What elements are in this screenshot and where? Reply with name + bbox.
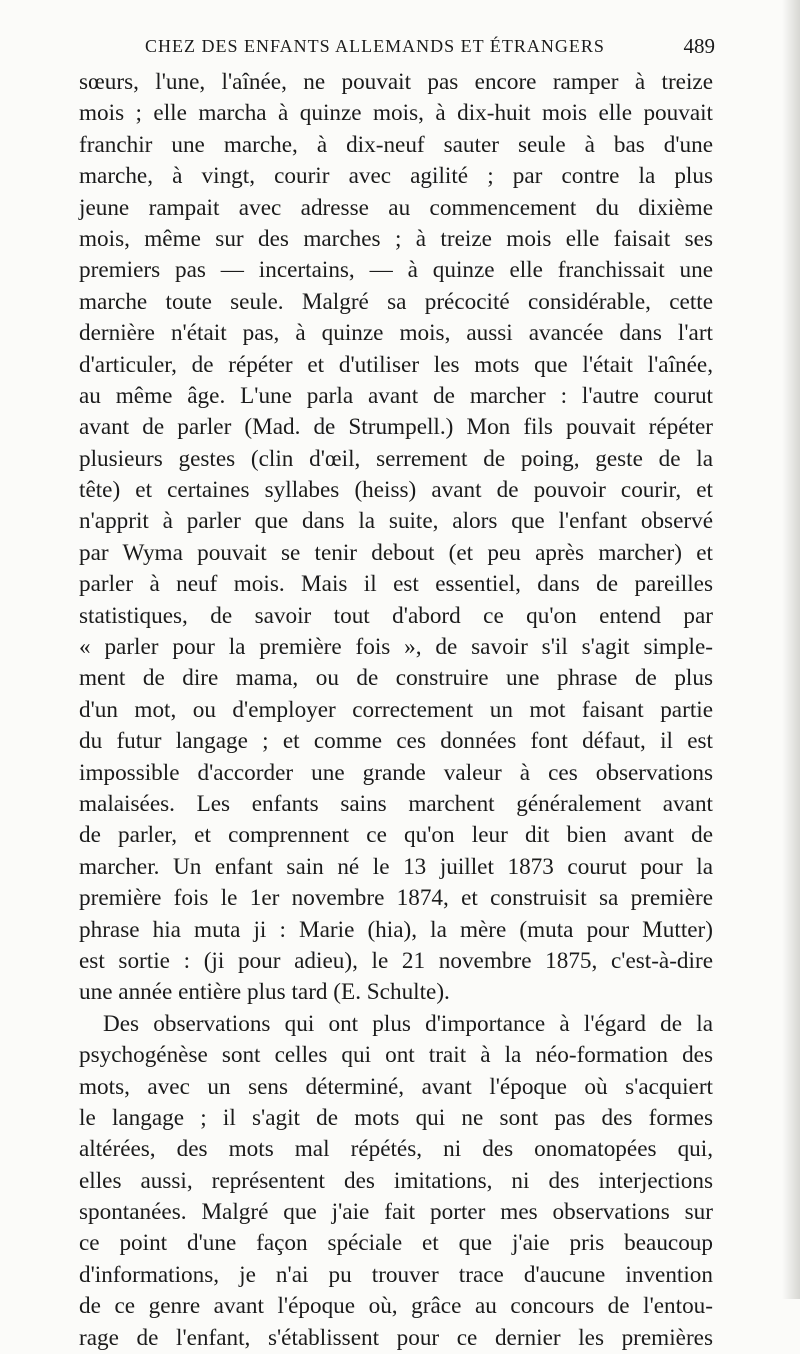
text-line: plusieurs gestes (clin d'œil, serrement de poing, geste de la — [79, 445, 713, 472]
text-line: impossible d'accorder une grande valeur à ces observations — [79, 759, 713, 786]
text-line: psychogénèse sont celles qui ont trait à la néo-formation des — [79, 1042, 713, 1069]
running-header — [145, 36, 715, 64]
text-line: marche toute seule. Malgré sa précocité considérable, cette — [79, 288, 713, 315]
text-line: spontanées. Malgré que j'aie fait porter mes observations sur — [79, 1199, 713, 1226]
text-line: n'apprit à parler que dans la suite, alors que l'enfant observé — [79, 508, 713, 535]
text-line: d'informations, je n'ai pu trouver trace d'aucune invention — [79, 1261, 713, 1288]
text-line: mots, avec un sens déterminé, avant l'époque où s'acquiert — [79, 1073, 713, 1100]
text-line: marcher. Un enfant sain né le 13 juillet 1873 courut pour la — [79, 853, 713, 880]
text-line: jeune rampait avec adresse au commencement du dixième — [79, 194, 713, 221]
text-line: première fois le 1er novembre 1874, et construisit sa première — [79, 885, 713, 912]
text-line: mois ; elle marcha à quinze mois, à dix-huit mois elle pouvait — [79, 100, 713, 127]
text-line: phrase hia muta ji : Marie (hia), la mère (muta pour Mutter) — [79, 916, 713, 943]
text-line: du futur langage ; et comme ces données font défaut, il est — [79, 728, 713, 755]
text-line: avant de parler (Mad. de Strumpell.) Mon fils pouvait répéter — [79, 414, 713, 441]
text-line: ce point d'une façon spéciale et que j'aie pris beaucoup — [79, 1230, 713, 1257]
text-line: tête) et certaines syllabes (heiss) avant de pouvoir courir, et — [79, 477, 713, 504]
text-line: franchir une marche, à dix-neuf sauter seule à bas d'une — [79, 131, 713, 158]
page-number: 489 — [683, 34, 715, 58]
text-line: est sortie : (ji pour adieu), le 21 novembre 1875, c'est-à-dire — [79, 947, 713, 974]
text-line: ment de dire mama, ou de construire une phrase de plus — [79, 665, 713, 692]
text-line: elles aussi, représentent des imitations, ni des interjections — [79, 1167, 713, 1194]
text-line: rage de l'enfant, s'établissent pour ce dernier les premières — [79, 1324, 713, 1351]
running-title: CHEZ DES ENFANTS ALLEMANDS ET ÉTRANGERS — [145, 36, 605, 56]
text-line: parler à neuf mois. Mais il est essentiel, dans de pareilles — [79, 571, 713, 598]
text-line: le langage ; il s'agit de mots qui ne sont pas des formes — [79, 1104, 713, 1131]
paragraph-end-line: une année entière plus tard (E. Schulte). — [79, 979, 450, 1006]
text-line: premiers pas — incertains, — à quinze elle franchissait une — [79, 257, 713, 284]
paragraph-start-line: Des observations qui ont plus d'importance à l'égard de la — [103, 1010, 713, 1037]
text-line: sœurs, l'une, l'aînée, ne pouvait pas encore ramper à treize — [79, 69, 713, 95]
text-line: altérées, des mots mal répétés, ni des onomatopées qui, — [79, 1136, 713, 1163]
text-line: marche, à vingt, courir avec agilité ; par contre la plus — [79, 163, 713, 190]
text-line: de ce genre avant l'époque où, grâce au concours de l'entou- — [79, 1293, 713, 1320]
text-line: au même âge. L'une parla avant de marcher : l'autre courut — [79, 382, 713, 409]
text-line: par Wyma pouvait se tenir debout (et peu après marcher) et — [79, 539, 713, 566]
text-line: d'articuler, de répéter et d'utiliser les mots que l'était l'aînée, — [79, 351, 713, 378]
text-line: d'un mot, ou d'employer correctement un mot faisant partie — [79, 696, 713, 723]
text-line: statistiques, de savoir tout d'abord ce qu'on entend par — [79, 602, 713, 629]
text-line: malaisées. Les enfants sains marchent généralement avant — [79, 790, 713, 817]
body-text — [79, 67, 713, 1354]
text-line: dernière n'était pas, à quinze mois, aussi avancée dans l'art — [79, 320, 713, 347]
page-edge-shadow — [782, 0, 800, 1299]
text-line: « parler pour la première fois », de savoir s'il s'agit simple- — [79, 634, 713, 661]
text-line: de parler, et comprennent ce qu'on leur dit bien avant de — [79, 822, 713, 849]
text-line: mois, même sur des marches ; à treize mois elle faisait ses — [79, 225, 713, 252]
